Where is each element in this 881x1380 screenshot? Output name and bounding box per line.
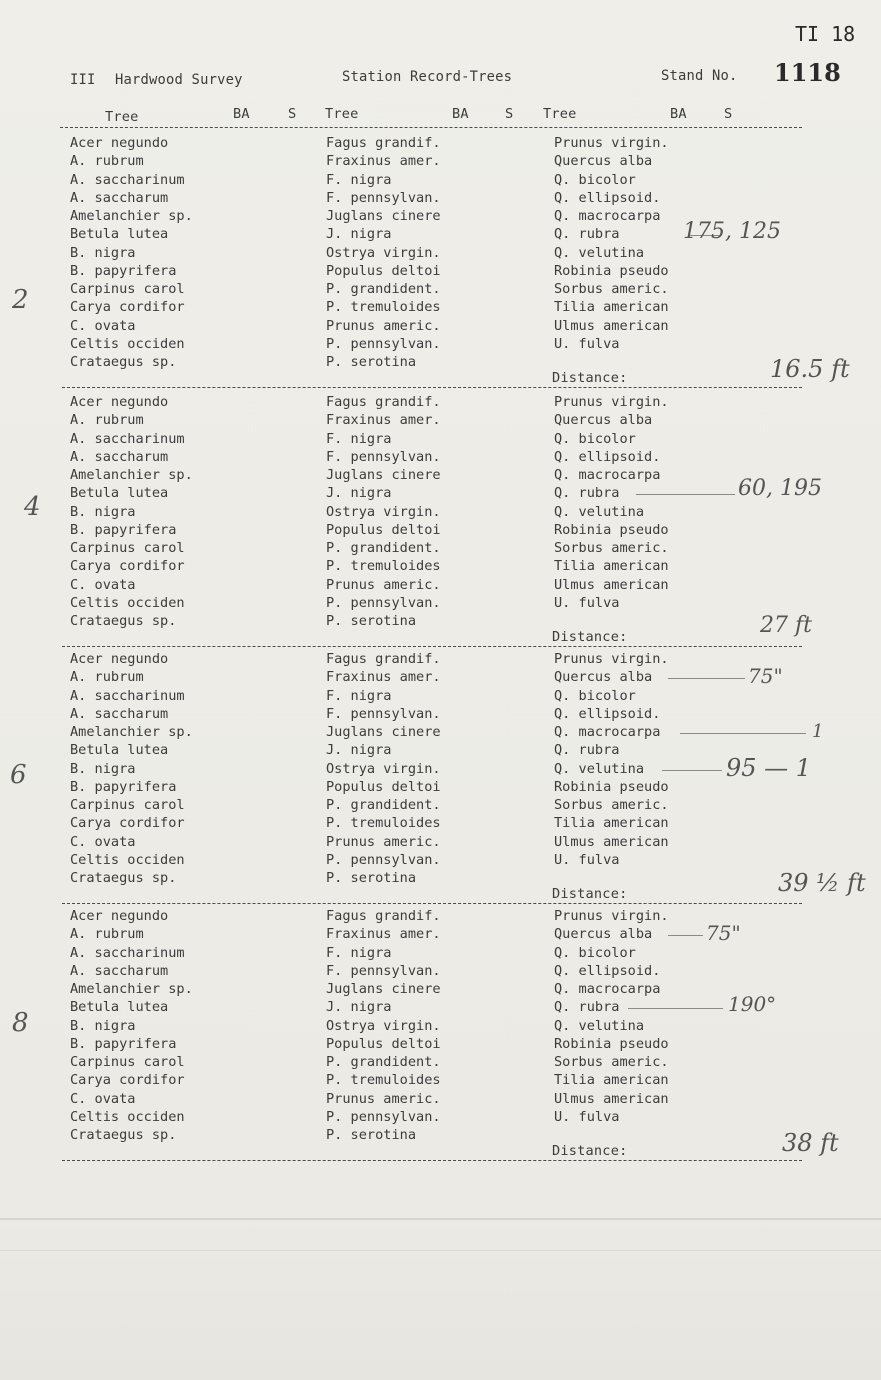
species-entry: Crataegus sp. [70,1127,177,1143]
species-entry: Ostrya virgin. [326,1017,441,1034]
species-entry: Carpinus carol [70,1054,185,1070]
col-s-1: S [288,106,297,122]
handwritten-note: 60, 195 [738,476,822,502]
series-number: III [70,72,96,88]
species-entry: P. pennsylvan. [326,851,441,868]
species-entry: B. nigra [70,503,136,520]
species-entry: C. ovata [70,317,136,334]
species-entry: A. rubrum [70,412,144,429]
species-entry: Acer negundo [70,908,169,924]
species-entry: U. fulva [554,1108,620,1125]
handwritten-distance: 16.5 ft [770,355,850,383]
species-entry: Q. macrocarpa [554,981,661,997]
species-entry: C. ovata [70,833,136,850]
species-entry: Fraxinus amer. [326,153,441,170]
species-entry: F. nigra [326,944,392,961]
species-entry: F. nigra [326,430,392,447]
species-entry: P. tremuloides [326,1072,441,1089]
species-entry: Prunus americ. [326,317,441,334]
note-connector-line [662,770,722,771]
species-entry: Tilia american [554,1072,669,1089]
record-title: Station Record-Trees [342,69,513,85]
species-entry: Celtis occiden [70,1108,185,1125]
section-rule [62,903,802,904]
species-column-2 [326,393,441,630]
species-entry: Quercus alba [554,926,653,943]
species-entry: Ulmus american [554,317,669,334]
species-column-1 [70,134,193,371]
species-entry: P. grandident. [326,281,441,297]
species-entry: Acer negundo [70,651,169,667]
species-entry: Betula lutea [70,999,169,1016]
species-entry: Fagus grandif. [326,135,441,151]
handwritten-distance: 39 ½ ft [778,869,866,897]
paper-fold-line [0,1218,881,1220]
species-entry: A. rubrum [70,153,144,170]
species-entry: Ulmus american [554,833,669,850]
corner-mark: TI 18 [795,22,856,46]
species-entry: Carya cordifor [70,815,185,832]
species-entry: Amelanchier sp. [70,467,193,483]
species-entry: P. pennsylvan. [326,594,441,611]
species-entry: Amelanchier sp. [70,724,193,740]
distance-label: Distance: [552,370,628,386]
species-entry: Juglans cinere [326,724,441,740]
species-entry: Quercus alba [554,412,653,429]
species-entry: Fagus grandif. [326,651,441,667]
species-entry: U. fulva [554,851,620,868]
species-entry: Sorbus americ. [554,797,669,813]
species-entry: Juglans cinere [326,981,441,997]
species-entry: Sorbus americ. [554,540,669,556]
species-entry: F. nigra [326,171,392,188]
species-entry: P. serotina [326,354,417,370]
col-tree-3: Tree [543,106,577,122]
species-entry: Ostrya virgin. [326,760,441,777]
species-entry: Tilia american [554,558,669,575]
species-entry: P. tremuloides [326,815,441,832]
species-entry: Crataegus sp. [70,354,177,370]
species-entry: U. fulva [554,594,620,611]
species-entry: B. nigra [70,244,136,261]
species-entry: B. papyrifera [70,1035,177,1052]
species-column-1 [70,650,193,887]
section-rule [62,1160,802,1161]
species-entry: Q. macrocarpa [554,208,661,224]
col-ba-2: BA [452,106,469,122]
species-entry: Fraxinus amer. [326,926,441,943]
species-entry: Q. velutina [554,244,645,261]
species-entry: Ostrya virgin. [326,503,441,520]
handwritten-note: 95 — 1 [726,753,812,782]
survey-title: Hardwood Survey [115,72,243,88]
species-entry: Q. ellipsoid. [554,962,661,979]
note-connector-line [668,678,745,679]
species-entry: Tilia american [554,299,669,316]
species-entry: P. grandident. [326,1054,441,1070]
species-entry: Carpinus carol [70,540,185,556]
species-entry: Q. bicolor [554,430,636,447]
species-entry: Q. bicolor [554,944,636,961]
species-entry: Q. rubra [554,226,620,243]
species-entry: Robinia pseudo [554,1035,669,1052]
species-entry: Q. ellipsoid. [554,189,661,206]
species-entry: Fraxinus amer. [326,412,441,429]
species-entry: Q. ellipsoid. [554,448,661,465]
species-column-2 [326,134,441,371]
species-entry: F. nigra [326,687,392,704]
species-entry: Robinia pseudo [554,262,669,279]
species-entry: Amelanchier sp. [70,208,193,224]
species-entry: Fagus grandif. [326,908,441,924]
species-entry: F. pennsylvan. [326,705,441,722]
species-entry: Fraxinus amer. [326,669,441,686]
distance-label: Distance: [552,886,628,902]
species-entry: Prunus virgin. [554,394,669,410]
species-entry: B. nigra [70,1017,136,1034]
species-entry: P. serotina [326,870,417,886]
species-entry: J. nigra [326,999,392,1016]
species-entry: Carya cordifor [70,1072,185,1089]
species-entry: Amelanchier sp. [70,981,193,997]
species-entry: A. rubrum [70,926,144,943]
species-entry: Populus deltoi [326,521,441,538]
species-column-2 [326,650,441,887]
species-entry: Populus deltoi [326,778,441,795]
species-entry: Prunus virgin. [554,135,669,151]
col-ba-1: BA [233,106,250,122]
species-column-1 [70,907,193,1144]
species-entry: P. serotina [326,613,417,629]
species-entry: C. ovata [70,1090,136,1107]
species-entry: Q. rubra [554,485,620,502]
stand-label: Stand No. [661,68,738,84]
species-column-3 [554,393,669,612]
section-rule [62,646,802,647]
species-column-3 [554,134,669,353]
species-entry: A. saccharum [70,448,169,465]
species-entry: B. papyrifera [70,521,177,538]
species-entry: Sorbus americ. [554,1054,669,1070]
species-entry: A. rubrum [70,669,144,686]
species-entry: P. serotina [326,1127,417,1143]
species-entry: Quercus alba [554,153,653,170]
station-mark: 2 [12,285,29,315]
species-entry: Celtis occiden [70,851,185,868]
species-entry: Ostrya virgin. [326,244,441,261]
species-entry: A. saccharinum [70,171,185,188]
col-s-3: S [724,106,733,122]
species-entry: B. papyrifera [70,778,177,795]
species-entry: Sorbus americ. [554,281,669,297]
species-entry: Prunus virgin. [554,651,669,667]
species-entry: F. pennsylvan. [326,448,441,465]
species-entry: Betula lutea [70,226,169,243]
species-entry: Q. macrocarpa [554,724,661,740]
col-tree-2: Tree [325,106,359,122]
note-connector-line [668,935,703,936]
species-entry: P. tremuloides [326,558,441,575]
species-entry: Prunus virgin. [554,908,669,924]
handwritten-note: 75" [748,664,783,689]
species-entry: Populus deltoi [326,262,441,279]
species-entry: B. nigra [70,760,136,777]
species-entry: P. tremuloides [326,299,441,316]
note-connector-line [636,494,735,495]
species-entry: Prunus americ. [326,576,441,593]
species-entry: Acer negundo [70,394,169,410]
species-entry: Carya cordifor [70,299,185,316]
header-rule [60,127,802,128]
species-entry: Fagus grandif. [326,394,441,410]
section-rule [62,387,802,388]
distance-label: Distance: [552,629,628,645]
species-entry: Betula lutea [70,742,169,759]
species-entry: U. fulva [554,335,620,352]
handwritten-distance: 38 ft [782,1129,839,1157]
paper-fold-line-lower [0,1250,881,1251]
species-entry: Robinia pseudo [554,521,669,538]
handwritten-note: 75" [706,921,741,946]
species-entry: Ulmus american [554,576,669,593]
species-entry: Carpinus carol [70,281,185,297]
species-entry: J. nigra [326,226,392,243]
species-entry: Acer negundo [70,135,169,151]
note-connector-line [680,733,806,734]
species-entry: Carya cordifor [70,558,185,575]
col-tree-1: Tree [105,109,139,125]
species-entry: Q. macrocarpa [554,467,661,483]
species-entry: Prunus americ. [326,1090,441,1107]
species-entry: Populus deltoi [326,1035,441,1052]
handwritten-distance: 27 ft [760,613,812,638]
species-entry: Juglans cinere [326,208,441,224]
species-entry: Q. ellipsoid. [554,705,661,722]
species-entry: Q. velutina [554,503,645,520]
species-entry: Prunus americ. [326,833,441,850]
species-entry: Q. velutina [554,1017,645,1034]
col-s-2: S [505,106,514,122]
species-entry: Juglans cinere [326,467,441,483]
species-entry: P. grandident. [326,540,441,556]
handwritten-note: 175, 125 [683,219,781,245]
species-column-3 [554,650,669,869]
species-entry: J. nigra [326,742,392,759]
species-entry: C. ovata [70,576,136,593]
species-entry: Carpinus carol [70,797,185,813]
species-entry: B. papyrifera [70,262,177,279]
species-entry: Robinia pseudo [554,778,669,795]
station-mark: 8 [12,1008,29,1038]
station-mark: 6 [10,760,27,790]
species-entry: A. saccharum [70,962,169,979]
species-entry: A. saccharinum [70,944,185,961]
species-entry: P. grandident. [326,797,441,813]
species-entry: Q. bicolor [554,171,636,188]
species-column-1 [70,393,193,630]
species-entry: Betula lutea [70,485,169,502]
station-mark: 4 [24,492,41,522]
species-entry: F. pennsylvan. [326,962,441,979]
species-entry: Celtis occiden [70,335,185,352]
species-entry: Q. bicolor [554,687,636,704]
species-entry: A. saccharum [70,189,169,206]
species-entry: P. pennsylvan. [326,1108,441,1125]
note-connector-line [628,1008,723,1009]
species-entry: Q. rubra [554,999,620,1016]
species-entry: Crataegus sp. [70,613,177,629]
species-entry: Quercus alba [554,669,653,686]
species-column-2 [326,907,441,1144]
species-entry: F. pennsylvan. [326,189,441,206]
species-entry: Ulmus american [554,1090,669,1107]
species-entry: Celtis occiden [70,594,185,611]
species-entry: J. nigra [326,485,392,502]
species-entry: Q. velutina [554,760,645,777]
species-entry: Tilia american [554,815,669,832]
col-ba-3: BA [670,106,687,122]
species-column-3 [554,907,669,1126]
species-entry: A. saccharinum [70,430,185,447]
handwritten-note: 1 [812,721,824,742]
distance-label: Distance: [552,1143,628,1159]
species-entry: P. pennsylvan. [326,335,441,352]
species-entry: A. saccharinum [70,687,185,704]
species-entry: Crataegus sp. [70,870,177,886]
stand-number: 1118 [774,58,841,87]
species-entry: Q. rubra [554,742,620,759]
handwritten-note: 190° [728,992,777,1017]
species-entry: A. saccharum [70,705,169,722]
